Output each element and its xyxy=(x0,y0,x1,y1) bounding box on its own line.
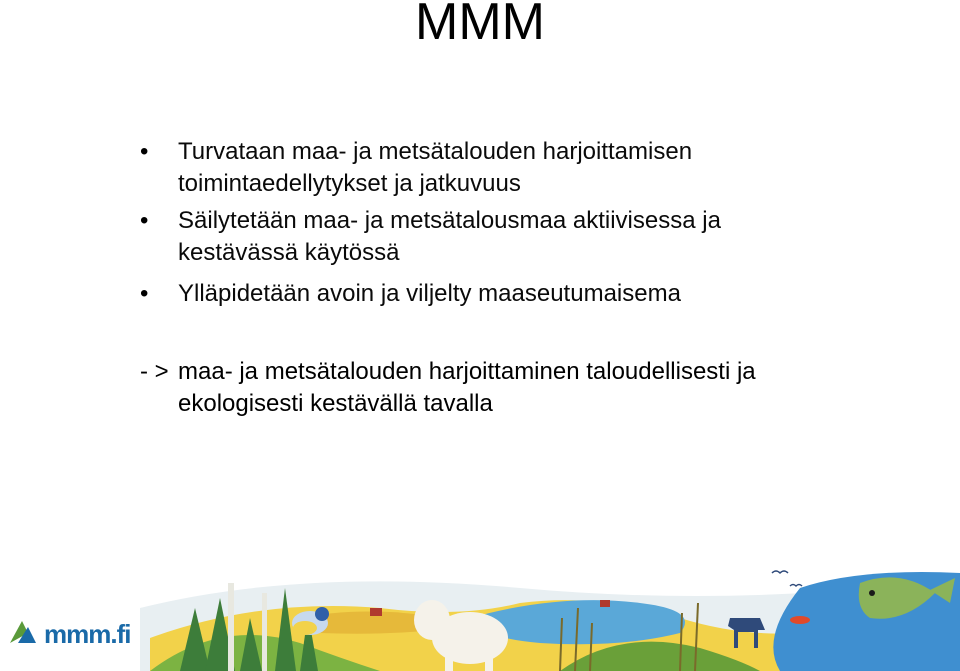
landscape-illustration xyxy=(0,548,960,671)
bullet-item-1-line-2: toimintaedellytykset ja jatkuvuus xyxy=(178,170,521,197)
bullet-marker: • xyxy=(140,280,149,307)
mmm-logo[interactable] xyxy=(8,611,134,651)
conclusion-line-1: maa- ja metsätalouden harjoittaminen taloudellisesti ja xyxy=(178,358,756,385)
bullet-item-2 xyxy=(178,205,878,269)
bullet-item-1-line-1: Turvataan maa- ja metsätalouden harjoittamisen xyxy=(178,138,693,165)
logo-text: mmm.fi xyxy=(44,619,131,649)
bullet-item-3 xyxy=(178,278,878,310)
conclusion-text xyxy=(178,356,898,420)
bullet-item-2-line-1: Säilytetään maa- ja metsätalousmaa aktiivisessa ja xyxy=(178,207,721,234)
mmm-logo-icon xyxy=(8,617,38,647)
bullet-marker: • xyxy=(140,138,149,165)
bullet-item-1 xyxy=(178,136,878,200)
bullet-item-3-line-1: Ylläpidetään avoin ja viljelty maaseutumaisema xyxy=(178,280,681,307)
conclusion-line-2: ekologisesti kestävällä tavalla xyxy=(178,390,493,417)
bullet-marker: • xyxy=(140,207,149,234)
conclusion-arrow: - > xyxy=(140,358,169,385)
slide-title: MMM xyxy=(415,0,545,51)
bullet-item-2-line-2: kestävässä käytössä xyxy=(178,239,400,266)
